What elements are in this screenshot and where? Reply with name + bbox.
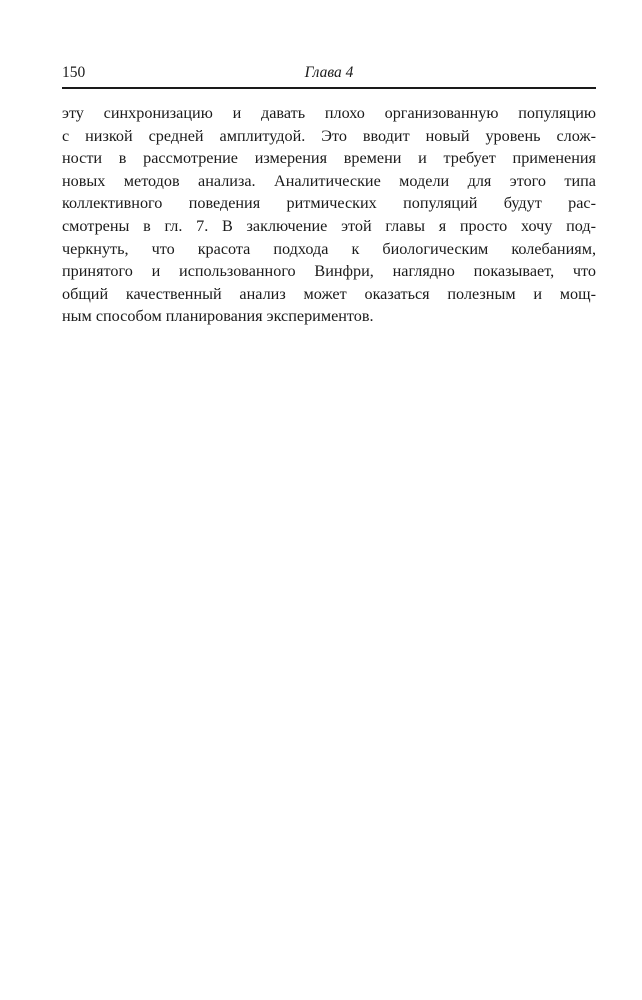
text-line: смотрены в гл. 7. В заключение этой главы я просто хочу под- [62,216,596,235]
text-line: с низкой средней амплитудой. Это вводит новый уровень слож- [62,126,596,145]
running-head [62,62,596,84]
text-line: эту синхронизацию и давать плохо организованную популяцию [62,104,596,122]
text-line: коллективного поведения ритмических популяций будут рас- [62,194,596,213]
text-line: принятого и использованного Винфри, наглядно показывает, что [62,262,596,281]
text-line: черкнуть, что красота подхода к биологическим колебаниям, [62,239,596,258]
body-paragraph [62,102,596,328]
header-rule [62,87,596,89]
page-number: 150 [62,64,86,81]
text-line: ности в рассмотрение измерения времени и требует применения [62,149,596,168]
text-line: новых методов анализа. Аналитические модели для этого типа [62,171,596,190]
text-line: общий качественный анализ может оказаться полезным и мощ- [62,284,596,303]
text-line: ным способом планирования экспериментов. [62,307,374,326]
chapter-title: Глава 4 [304,64,354,81]
